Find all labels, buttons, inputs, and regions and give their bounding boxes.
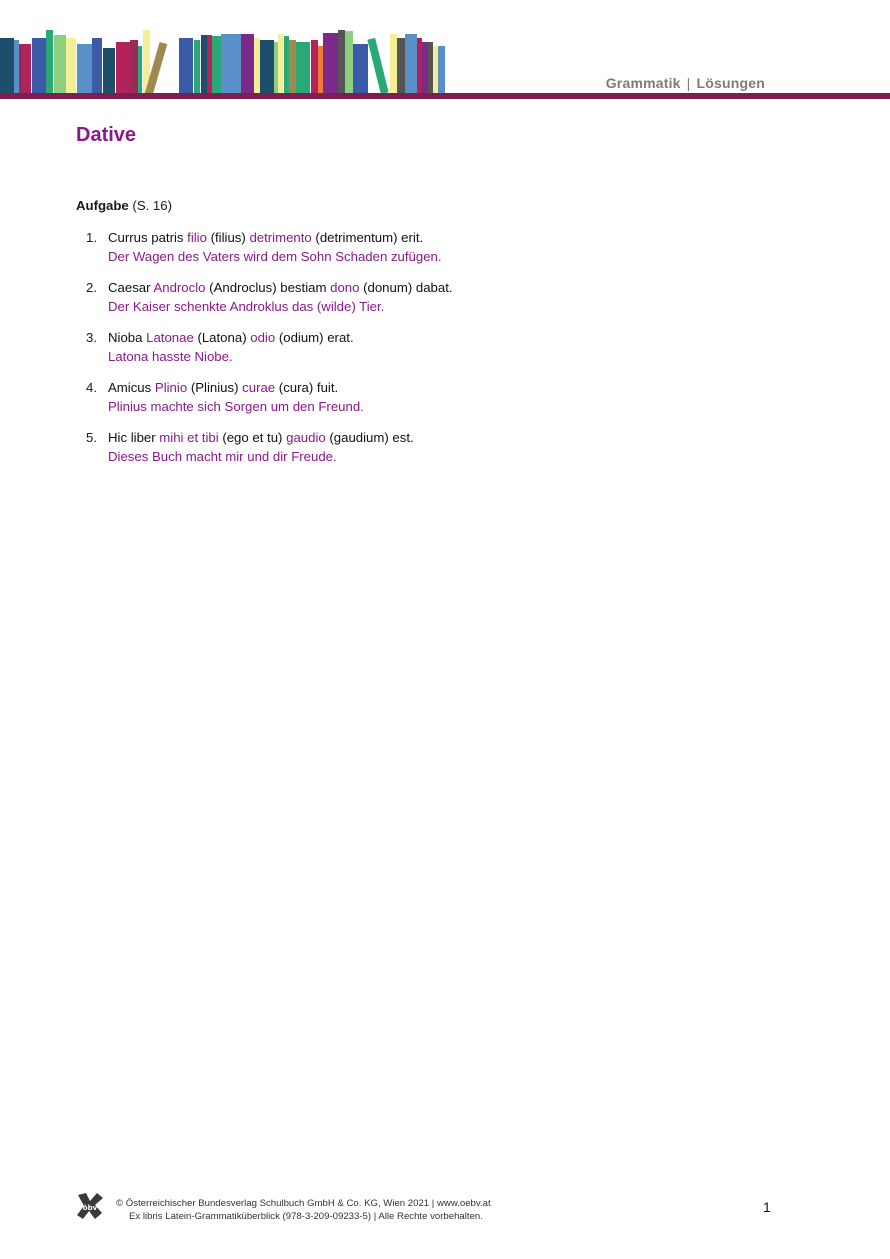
exercise-number: 2. [86,280,97,295]
latin-text: (cura) fuit. [275,380,339,395]
dative-word: Latonae [146,330,194,345]
dative-word: detrimento [249,230,312,245]
dative-word: odio [250,330,276,345]
exercise-number: 5. [86,430,97,445]
exercise-list [86,229,786,479]
dative-word: filio [187,230,207,245]
exercise-content [108,379,786,416]
latin-sentence [108,379,786,398]
dative-word: Androclo [153,280,206,295]
german-translation: Der Wagen des Vaters wird dem Sohn Schaden zufügen. [108,248,442,264]
latin-text: (detrimentum) erit. [311,230,424,245]
german-translation: Latona hasste Niobe. [108,348,233,364]
task-label: Aufgabe [76,198,129,213]
exercise-number: 1. [86,230,97,245]
exercise-item [86,329,786,366]
exercise-content [108,329,786,366]
latin-text: (filius) [206,230,250,245]
page-title: Dative [76,124,137,146]
exercise-number: 4. [86,380,97,395]
oebv-logo [74,1190,106,1222]
dative-word: mihi et tibi [159,430,219,445]
exercise-content [108,229,786,266]
page-number: 1 [763,1199,771,1215]
exercise-item [86,279,786,316]
latin-text: (odium) erat. [275,330,354,345]
bookshelf-illustration [0,26,450,94]
exercise-content [108,429,786,466]
latin-sentence [108,429,786,448]
latin-text: (Latona) [193,330,251,345]
exercise-content [108,279,786,316]
dative-word: dono [330,280,360,295]
latin-text: (donum) dabat. [359,280,453,295]
header-section: Grammatik [605,75,681,91]
exercise-item [86,429,786,466]
footer-copyright [116,1197,491,1223]
latin-text: Currus patris [108,230,188,245]
dative-word: gaudio [286,430,326,445]
footer-line-1: © Österreichischer Bundesverlag Schulbuch GmbH & Co. KG, Wien 2021 | www.oebv.at [116,1198,491,1209]
exercise-item [86,379,786,416]
latin-text: Hic liber [108,430,160,445]
latin-text: Caesar [108,280,154,295]
latin-text: (ego et tu) [218,430,287,445]
latin-text: Nioba [108,330,147,345]
header-separator: | [686,75,691,91]
latin-sentence [108,329,786,348]
exercise-item [86,229,786,266]
german-translation: Dieses Buch macht mir und dir Freude. [108,448,337,464]
logo-text: öbv [82,1204,98,1212]
task-heading [76,198,172,213]
task-page-ref: (S. 16) [132,198,172,213]
latin-text: Amicus [108,380,155,395]
latin-text: (gaudium) est. [325,430,414,445]
german-translation: Der Kaiser schenkte Androklus das (wilde) Tier. [108,298,385,314]
header-title [606,75,765,91]
shelf-line [0,93,890,99]
latin-sentence [108,279,786,298]
latin-sentence [108,229,786,248]
header-subsection: Lösungen [696,75,765,91]
footer-line-2: Ex libris Latein-Grammatiküberblick (978-3-209-09233-5) | Alle Rechte vorbehalten. [129,1211,483,1222]
exercise-number: 3. [86,330,97,345]
dative-word: Plinio [154,380,188,395]
latin-text: (Plinius) [187,380,243,395]
latin-text: (Androclus) bestiam [205,280,331,295]
german-translation: Plinius machte sich Sorgen um den Freund. [108,398,364,414]
dative-word: curae [242,380,276,395]
